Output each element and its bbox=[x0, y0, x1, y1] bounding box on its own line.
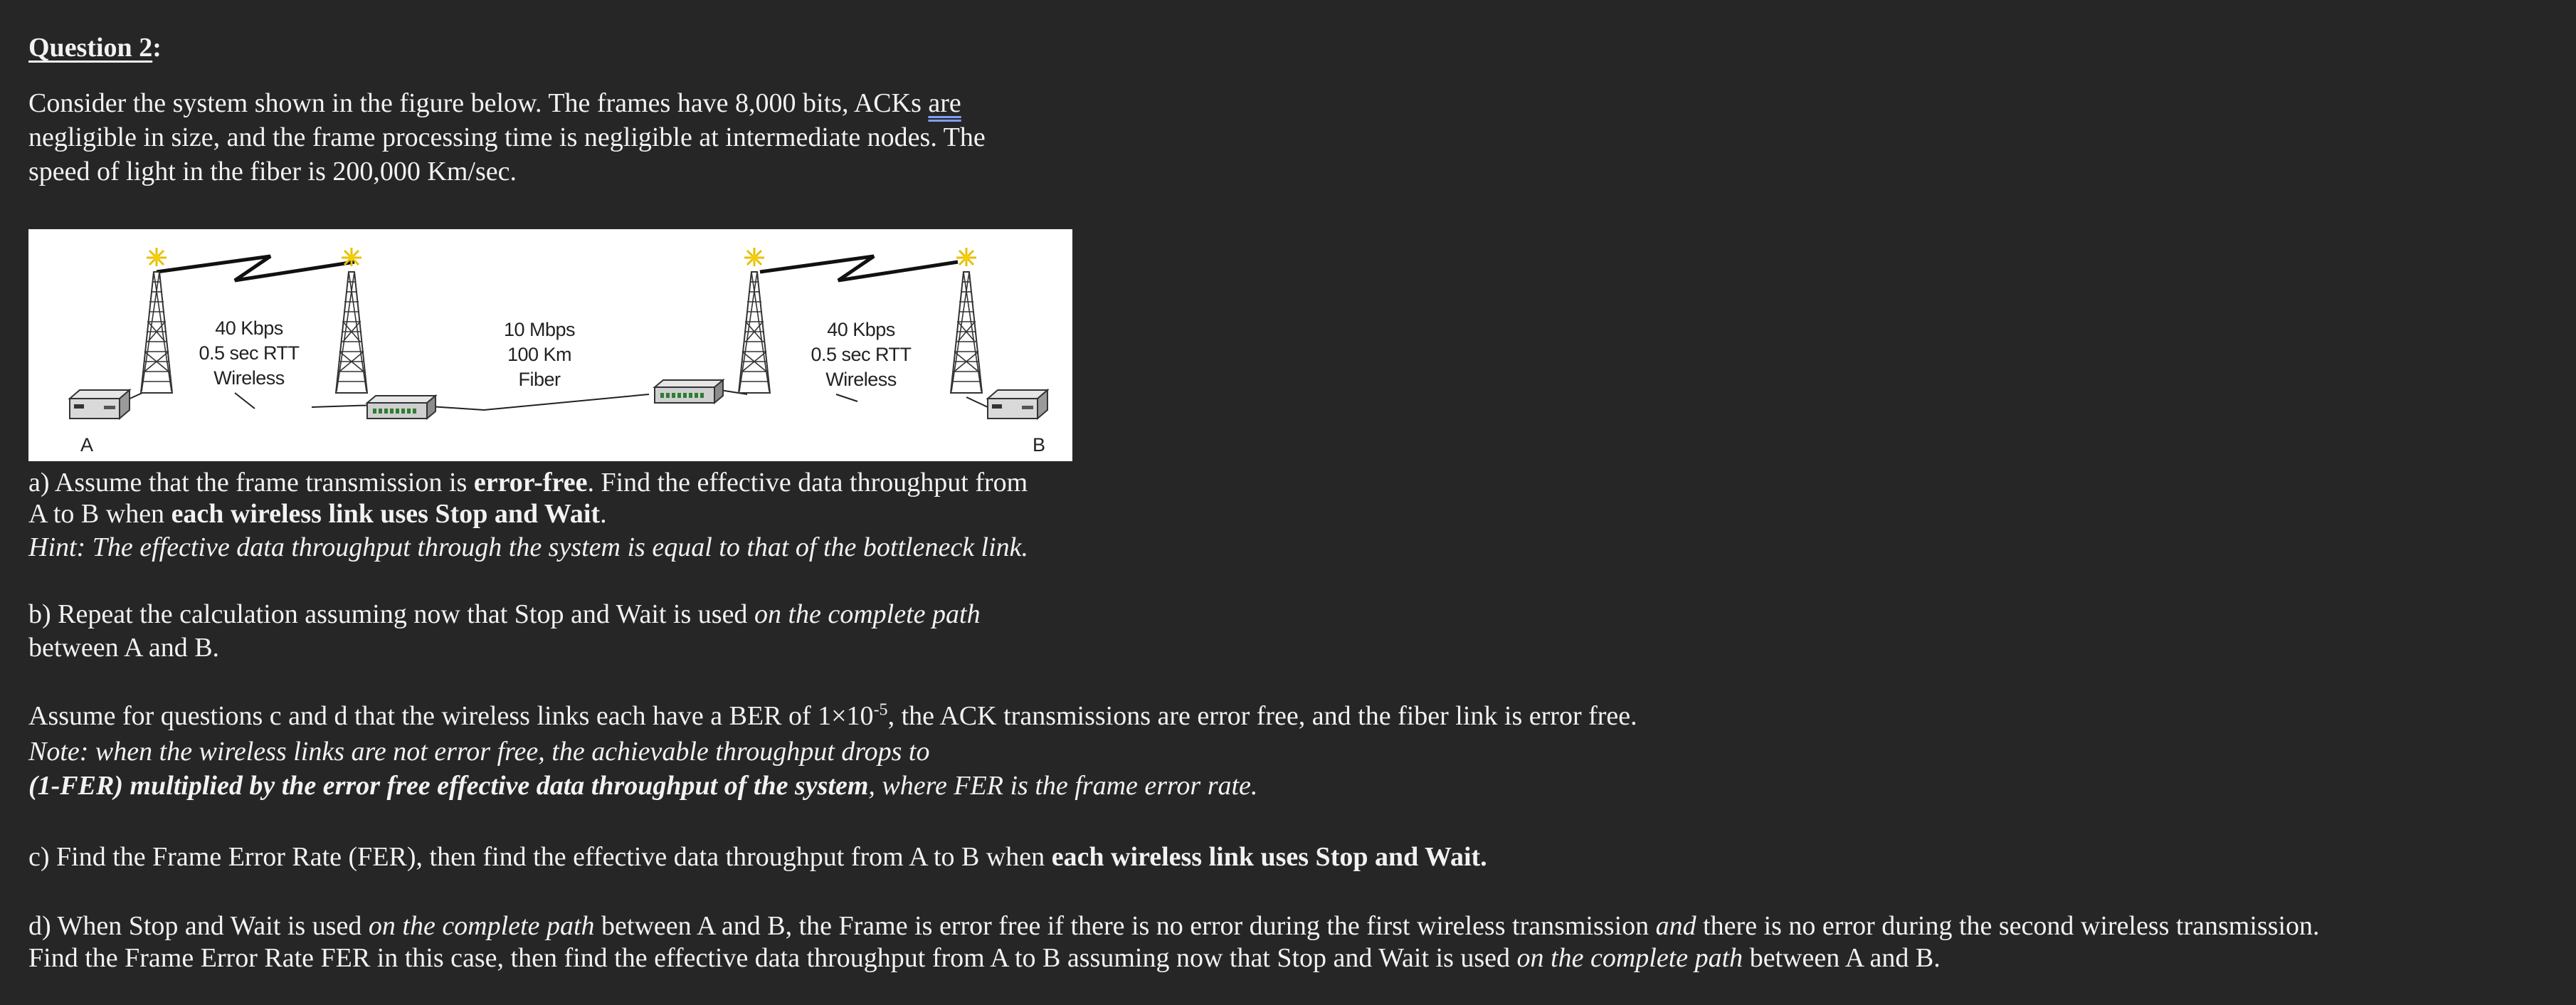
assumption-text: Assume for questions c and d that the wireless links each have a BER of 1×10 bbox=[28, 701, 874, 731]
link1-rtt: 0.5 sec RTT bbox=[199, 342, 300, 364]
network-diagram bbox=[28, 229, 1072, 461]
host-b-icon bbox=[988, 390, 1047, 419]
note-text: , where FER is the frame error rate. bbox=[868, 771, 1258, 801]
switch-icon-left bbox=[367, 396, 436, 419]
link1-medium: Wireless bbox=[213, 367, 285, 389]
question-heading bbox=[28, 31, 162, 64]
intro-text: Consider the system shown in the figure below. The frames have 8,000 bits, ACKs bbox=[28, 88, 929, 118]
assumption-text: , the ACK transmissions are error free, and the fiber link is error free. bbox=[887, 701, 1637, 731]
link2-dist: 100 Km bbox=[507, 344, 572, 365]
tower-icon bbox=[951, 248, 982, 393]
part-d-text: d) When Stop and Wait is used bbox=[28, 911, 369, 941]
part-d-italic: on the complete path bbox=[368, 911, 595, 941]
part-d-italic: on the complete path bbox=[1516, 943, 1743, 973]
part-d-text: there is no error during the second wireless transmission. bbox=[1696, 911, 2320, 941]
assumption-line bbox=[28, 700, 1637, 732]
end-label-b: B bbox=[1032, 434, 1046, 456]
part-a-line-1 bbox=[28, 466, 1028, 499]
intro-line-2: negligible in size, and the frame processing time is negligible at intermediate nodes. The bbox=[28, 122, 986, 152]
part-d-text: between A and B, the Frame is error free if there is no error during the first wireless transmission bbox=[594, 911, 1656, 941]
note-line-2 bbox=[28, 769, 1257, 802]
note-bold: (1-FER) multiplied by the error free effective data throughput of the system bbox=[28, 771, 869, 801]
part-c-line bbox=[28, 841, 1487, 873]
part-b-text: b) Repeat the calculation assuming now that Stop and Wait is used bbox=[28, 599, 754, 629]
hint-text: Hint: The effective data throughput through the system is equal to that of the bottleneck link. bbox=[28, 532, 1029, 562]
part-d-text: between A and B. bbox=[1743, 943, 1941, 973]
part-b-line-2: between A and B. bbox=[28, 633, 220, 663]
wireless-bolt-1 bbox=[157, 256, 354, 280]
part-a-bold: each wireless link uses Stop and Wait bbox=[171, 499, 601, 529]
part-a-hint bbox=[28, 531, 1028, 564]
part-c-text: c) Find the Frame Error Rate (FER), then find the effective data throughput from A to B when bbox=[28, 842, 1052, 872]
part-d-line-1 bbox=[28, 910, 2320, 942]
spellcheck-word[interactable]: are bbox=[928, 88, 961, 118]
part-a-text: A to B when bbox=[28, 499, 171, 529]
part-a-text: . Find the effective data throughput from bbox=[587, 468, 1028, 498]
link2-rate: 10 Mbps bbox=[503, 319, 576, 340]
tower-icon bbox=[336, 248, 367, 393]
link3-rate: 40 Kbps bbox=[827, 319, 895, 340]
switch-icon-right bbox=[655, 380, 723, 403]
note-line-1 bbox=[28, 735, 930, 768]
question-title: Question 2 bbox=[28, 33, 153, 63]
part-d-line-2 bbox=[28, 942, 1941, 974]
ber-exponent: -5 bbox=[873, 700, 888, 720]
part-b-italic: on the complete path bbox=[754, 599, 981, 629]
question-title-colon: : bbox=[152, 33, 162, 63]
part-a-text: . bbox=[600, 499, 607, 529]
link1-rate: 40 Kbps bbox=[215, 317, 283, 339]
link2-medium: Fiber bbox=[518, 369, 561, 390]
part-b-line-1 bbox=[28, 598, 981, 631]
part-a-text: a) Assume that the frame transmission is bbox=[28, 468, 474, 498]
wireless-bolt-2 bbox=[760, 256, 958, 280]
part-a-bold: error-free bbox=[473, 468, 588, 498]
part-c-bold: each wireless link uses Stop and Wait. bbox=[1051, 842, 1487, 872]
part-a-line-2 bbox=[28, 498, 607, 530]
link3-medium: Wireless bbox=[825, 369, 897, 390]
link3-rtt: 0.5 sec RTT bbox=[811, 344, 912, 365]
intro-line-1 bbox=[28, 87, 961, 120]
note-text: Note: when the wireless links are not error free, the achievable throughput drops to bbox=[28, 737, 930, 767]
part-d-italic: and bbox=[1655, 911, 1696, 941]
host-a-icon bbox=[70, 390, 130, 419]
part-d-text: Find the Frame Error Rate FER in this case, then find the effective data throughput from A to B assuming now that Stop and Wait is used bbox=[28, 943, 1517, 973]
end-label-a: A bbox=[80, 434, 94, 456]
intro-line-3: speed of light in the fiber is 200,000 Km/sec. bbox=[28, 157, 517, 186]
